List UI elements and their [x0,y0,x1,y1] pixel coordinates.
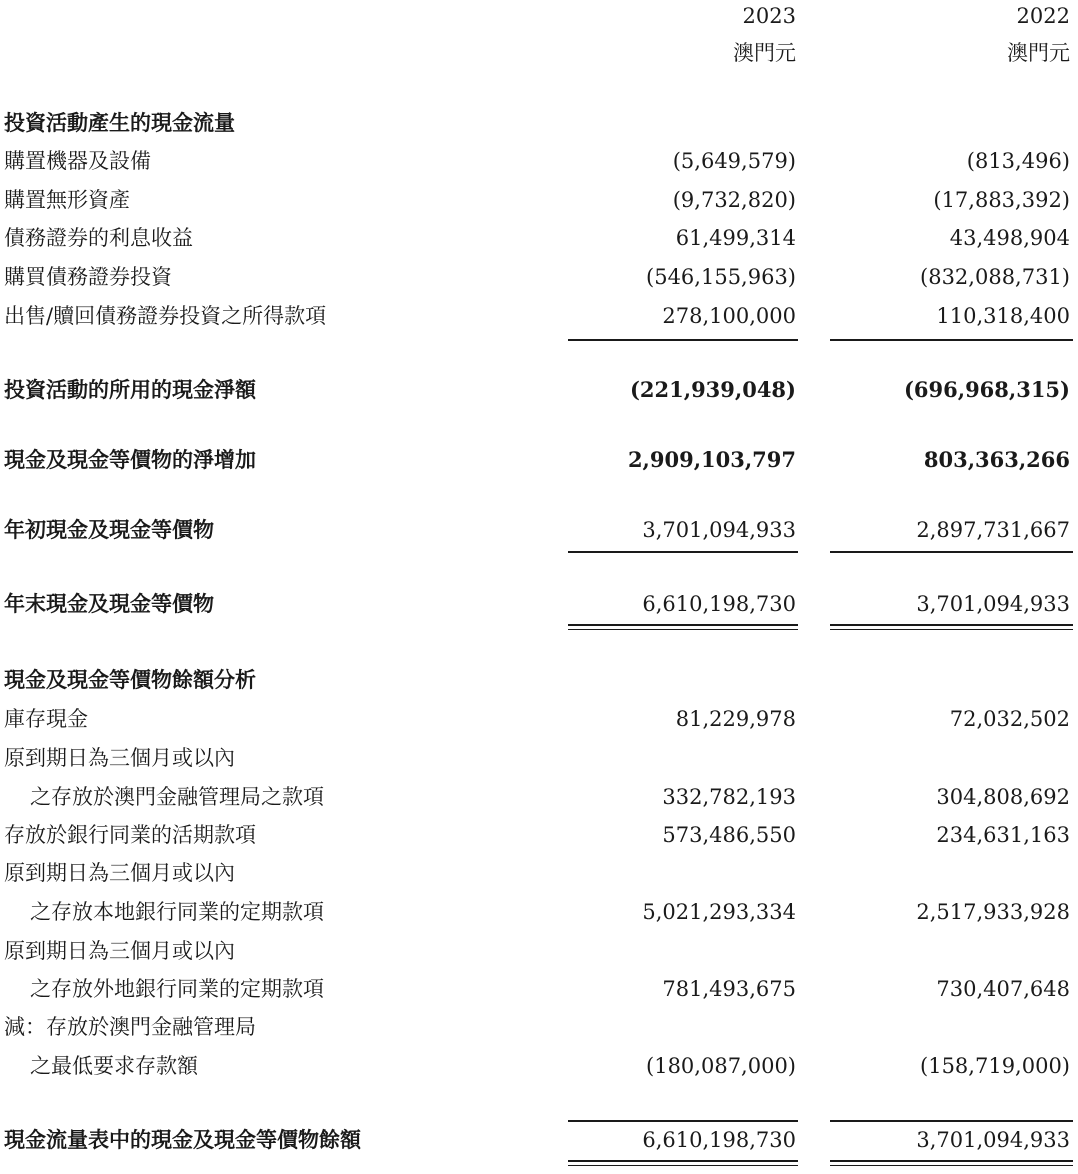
row-label: 債務證券的利息收益 [4,226,193,250]
row-value-2023: 3,701,094,933 [642,518,796,542]
row-label: 購置無形資產 [4,188,130,212]
row-label-line1: 原到期日為三個月或以內 [4,746,235,770]
row-label: 之存放於澳門金融管理局之款項 [30,785,324,809]
total-double-rule [830,624,1073,630]
row-value-2022: (813,496) [966,149,1070,173]
total-double-rule [568,624,798,630]
section-title-analysis: 現金及現金等價物餘額分析 [4,667,256,692]
row-value-2023: 332,782,193 [662,785,796,809]
subtotal-rule [568,339,798,341]
subtotal-rule [830,551,1073,553]
row-label-line1: 減：存放於澳門金融管理局 [4,1015,256,1039]
row-value-2023: 61,499,314 [675,226,796,250]
row-label: 存放於銀行同業的活期款項 [4,823,256,847]
row-label: 投資活動的所用的現金淨額 [4,377,256,402]
row-value-2022: (696,968,315) [903,377,1070,402]
row-label: 年末現金及現金等價物 [4,591,214,616]
row-value-2022: 2,517,933,928 [916,900,1070,924]
row-value-2023: (546,155,963) [646,265,796,289]
row-value-2022: 803,363,266 [923,447,1070,472]
row-value-2022: 304,808,692 [936,785,1070,809]
row-label-line1: 原到期日為三個月或以內 [4,939,235,963]
row-label-line1: 原到期日為三個月或以內 [4,861,235,885]
subtotal-rule [568,1120,798,1122]
section-title-investing: 投資活動產生的現金流量 [4,110,235,135]
column-currency-2022: 澳門元 [1007,41,1070,65]
row-value-2022: (832,088,731) [920,265,1070,289]
column-year-2023: 2023 [742,4,796,28]
subtotal-rule [568,551,798,553]
row-value-2023: 5,021,293,334 [642,900,796,924]
total-double-rule [830,1160,1073,1166]
row-label: 之最低要求存款額 [30,1054,198,1078]
row-value-2023: 6,610,198,730 [642,592,796,616]
row-value-2023: 2,909,103,797 [627,447,796,472]
row-value-2023: 278,100,000 [662,304,796,328]
row-value-2023: 781,493,675 [662,977,796,1001]
row-label: 現金流量表中的現金及現金等價物餘額 [4,1127,361,1152]
row-value-2022: 72,032,502 [949,707,1070,731]
row-label: 之存放外地銀行同業的定期款項 [30,977,324,1001]
row-value-2022: 110,318,400 [936,304,1070,328]
row-label: 庫存現金 [4,707,88,731]
column-year-2022: 2022 [1016,4,1070,28]
row-value-2022: 43,498,904 [949,226,1070,250]
row-label: 出售/贖回債務證券投資之所得款項 [4,304,327,328]
row-value-2023: (9,732,820) [672,188,796,212]
row-value-2022: 2,897,731,667 [916,518,1070,542]
row-value-2022: 3,701,094,933 [916,1128,1070,1152]
subtotal-rule [830,339,1073,341]
row-label: 購置機器及設備 [4,149,151,173]
row-value-2023: 81,229,978 [675,707,796,731]
row-label: 現金及現金等價物的淨增加 [4,447,256,472]
column-currency-2023: 澳門元 [733,41,796,65]
total-double-rule [568,1160,798,1166]
row-value-2023: (180,087,000) [646,1054,796,1078]
row-value-2023: 6,610,198,730 [642,1128,796,1152]
row-label: 之存放本地銀行同業的定期款項 [30,900,324,924]
row-value-2022: 730,407,648 [936,977,1070,1001]
row-value-2023: 573,486,550 [662,823,796,847]
row-label: 年初現金及現金等價物 [4,517,214,542]
row-label: 購買債務證券投資 [4,265,172,289]
row-value-2022: (158,719,000) [920,1054,1070,1078]
row-value-2023: (221,939,048) [629,377,796,402]
row-value-2022: (17,883,392) [933,188,1070,212]
row-value-2022: 234,631,163 [936,823,1070,847]
row-value-2022: 3,701,094,933 [916,592,1070,616]
subtotal-rule [830,1120,1073,1122]
row-value-2023: (5,649,579) [672,149,796,173]
